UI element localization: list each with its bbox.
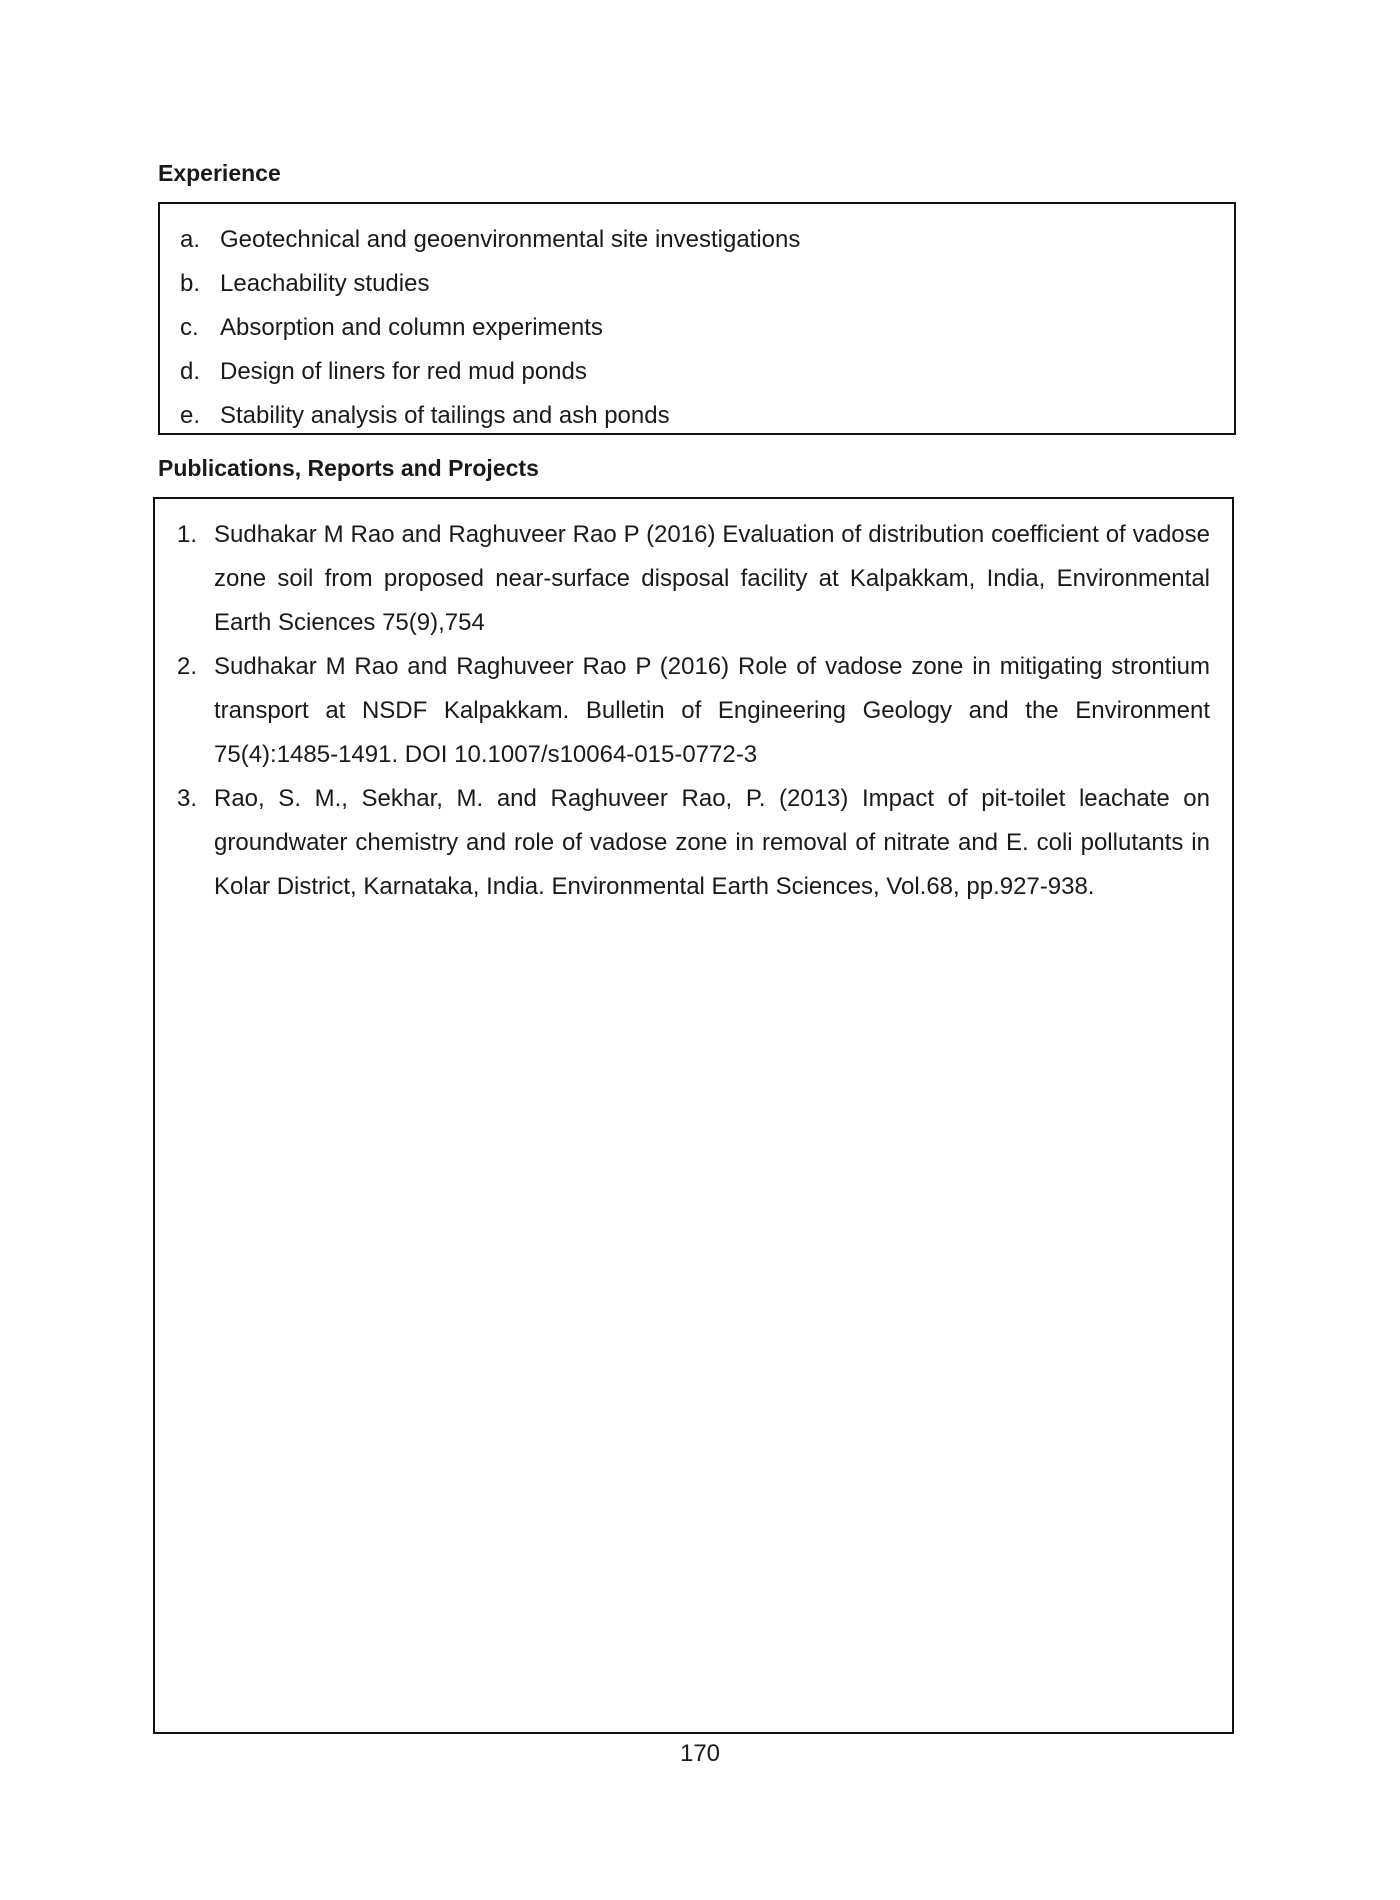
experience-box: [158, 202, 1236, 435]
publication-item: [177, 777, 1210, 909]
publication-item: [177, 513, 1210, 645]
publication-text: Sudhakar M Rao and Raghuveer Rao P (2016) Evaluation of distribution coefficient of vadose zone soil from proposed near-surface disposal facility at Kalpakkam, India, Environmental Earth Sciences 75(9),754: [214, 521, 1210, 636]
publications-heading: Publications, Reports and Projects: [158, 455, 539, 481]
list-marker: e.: [180, 402, 201, 429]
experience-item-text: Geotechnical and geoenvironmental site investigations: [220, 226, 801, 253]
experience-heading: Experience: [158, 160, 281, 186]
experience-item: [180, 262, 1214, 306]
publication-text: Rao, S. M., Sekhar, M. and Raghuveer Rao, P. (2013) Impact of pit-toilet leachate on groundwater chemistry and role of vadose zone in removal of nitrate and E. coli pollutants in Kolar District, Karnataka, India. Environmental Earth Sciences, Vol.68, pp.927-938.: [214, 785, 1210, 900]
list-marker: c.: [180, 314, 199, 341]
list-marker: a.: [180, 226, 201, 253]
experience-item-text: Stability analysis of tailings and ash ponds: [220, 402, 670, 429]
experience-item: [180, 306, 1214, 350]
publication-item: [177, 645, 1210, 777]
experience-item-text: Design of liners for red mud ponds: [220, 358, 587, 385]
experience-item: [180, 350, 1214, 394]
experience-item-text: Absorption and column experiments: [220, 314, 603, 341]
list-marker: 3.: [177, 785, 198, 812]
list-marker: b.: [180, 270, 201, 297]
publications-list: [177, 513, 1210, 909]
publications-box: [153, 497, 1234, 1734]
experience-list: [180, 218, 1214, 438]
page-number: 170: [679, 1740, 721, 1767]
publication-text: Sudhakar M Rao and Raghuveer Rao P (2016) Role of vadose zone in mitigating strontium transport at NSDF Kalpakkam. Bulletin of Engineering Geology and the Environment 75(4):1485-1491. DOI 10.1007/s10064-015-0772-3: [214, 653, 1210, 768]
experience-item: [180, 218, 1214, 262]
experience-item: [180, 394, 1214, 438]
experience-item-text: Leachability studies: [220, 270, 430, 297]
list-marker: d.: [180, 358, 201, 385]
list-marker: 1.: [177, 521, 198, 548]
list-marker: 2.: [177, 653, 198, 680]
